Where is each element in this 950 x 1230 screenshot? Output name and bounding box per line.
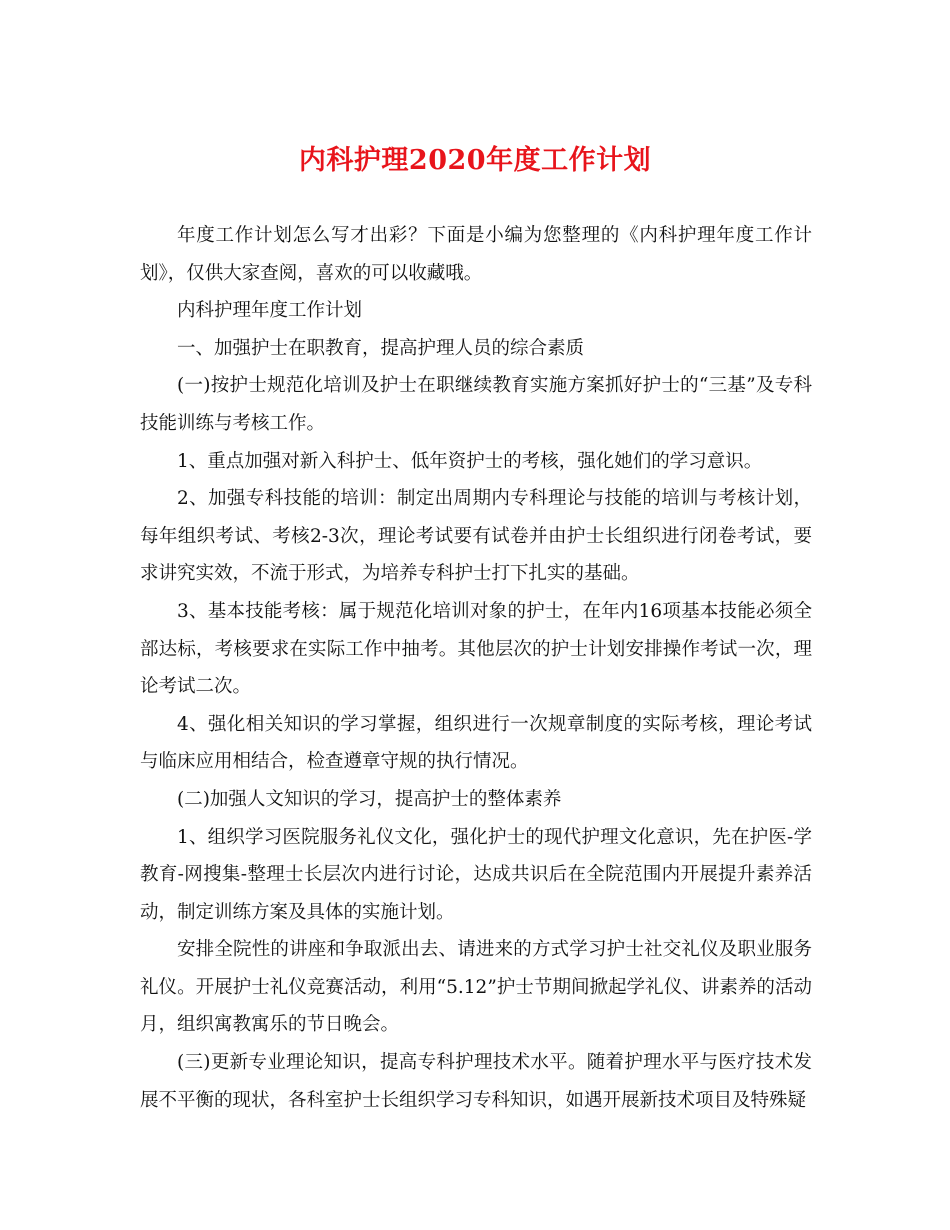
paragraph-etiquette: 安排全院性的讲座和争取派出去、请进来的方式学习护士社交礼仪及职业服务礼仪。开展护士礼仪竞赛活动，利用“5.12”护士节期间掀起学礼仪、讲素养的活动月，组织寓教寓乐的节日晚会。	[140, 939, 812, 1036]
paragraph-intro: 年度工作计划怎么写才出彩？下面是小编为您整理的《内科护理年度工作计划》，仅供大家查阅，喜欢的可以收藏哦。	[140, 225, 812, 284]
list-item-1: 1、重点加强对新入科护士、低年资护士的考核，强化她们的学习意识。	[177, 450, 763, 472]
document-title: 内科护理2020年度工作计划	[298, 145, 652, 176]
document-body	[140, 217, 812, 1119]
list-item-4: 4、强化相关知识的学习掌握，组织进行一次规章制度的实际考核，理论考试与临床应用相结合，检查遵章守规的执行情况。	[140, 713, 812, 773]
list-item-3: 3、基本技能考核：属于规范化培训对象的护士，在年内16项基本技能必须全部达标，考核要求在实际工作中抽考。其他层次的护士计划安排操作考试一次，理论考试二次。	[140, 600, 812, 698]
subsection-heading-1-3: (三)更新专业理论知识，提高专科护理技术水平。随着护理水平与医疗技术发展不平衡的现状，各科室护士长组织学习专科知识，如遇开展新技术项目及特殊疑	[140, 1052, 812, 1111]
list-item-2: 2、加强专科技能的培训：制定出周期内专科理论与技能的培训与考核计划，每年组织考试、考核2-3次，理论考试要有试卷并由护士长组织进行闭卷考试，要求讲究实效，不流于形式，为培养专科护士打下扎实的基础。	[140, 488, 812, 585]
section-heading-1: 一、加强护士在职教育，提高护理人员的综合素质	[177, 337, 585, 359]
list-item-5: 1、组织学习医院服务礼仪文化，强化护士的现代护理文化意识，先在护医-学教育-网搜集-整理士长层次内进行讨论，达成共识后在全院范围内开展提升素养活动，制定训练方案及具体的实施计划。	[140, 826, 812, 923]
subsection-heading-1-2: (二)加强人文知识的学习，提高护士的整体素养	[177, 788, 562, 810]
paragraph-subtitle: 内科护理年度工作计划	[177, 300, 363, 322]
subsection-heading-1-1: (一)按护士规范化培训及护士在职继续教育实施方案抓好护士的“三基”及专科技能训练与考核工作。	[140, 375, 812, 434]
